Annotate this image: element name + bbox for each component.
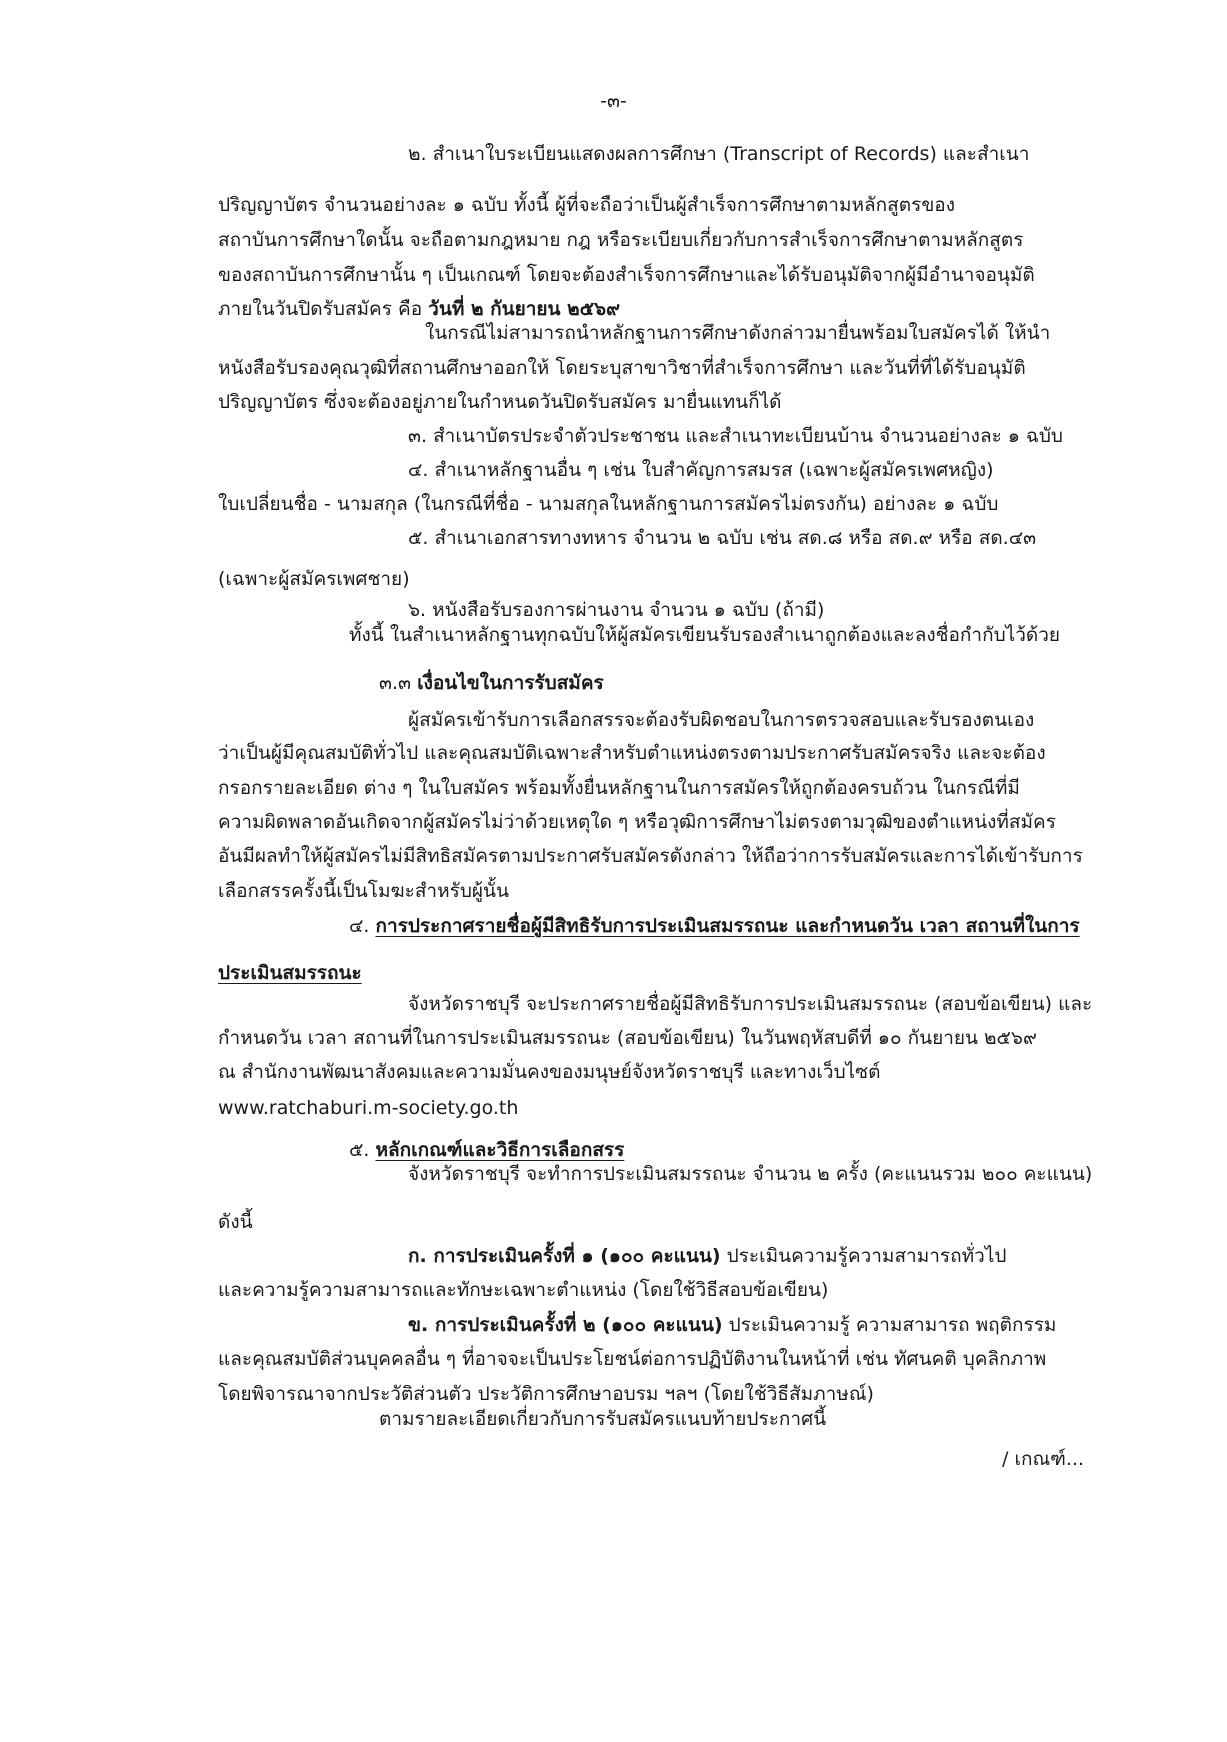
text-line: กำหนดวัน เวลา สถานที่ในการประเมินสมรรถนะ (สอบข้อเขียน) ในวันพฤหัสบดีที่ ๑๐ กันยายน ๒๕๖๙ bbox=[218, 1027, 1037, 1049]
section-number: ๕. bbox=[349, 1139, 370, 1161]
text-line: ตามรายละเอียดเกี่ยวกับการรับสมัครแนบท้ายประกาศนี้ bbox=[379, 1408, 827, 1430]
text-line: และคุณสมบัติส่วนบุคคลอื่น ๆ ที่อาจจะเป็นประโยชน์ต่อการปฏิบัติงานในหน้าที่ เช่น ทัศนคติ บุคลิกภาพ bbox=[218, 1348, 1047, 1370]
text-line: ดังนี้ bbox=[218, 1211, 253, 1233]
text-line: เลือกสรรครั้งนี้เป็นโมฆะสำหรับผู้นั้น bbox=[218, 880, 509, 902]
text-line: สถาบันการศึกษาใดนั้น จะถือตามกฎหมาย กฎ หรือระเบียบเกี่ยวกับการสำเร็จการศึกษาตามหลักสูตร bbox=[218, 229, 1024, 251]
text-line: อันมีผลทำให้ผู้สมัครไม่มีสิทธิสมัครตามประกาศรับสมัครดังกล่าว ให้ถือว่าการรับสมัครและการได้เข้ารับการ bbox=[218, 845, 1083, 867]
text-line: ปริญญาบัตร ซึ่งจะต้องอยู่ภายในกำหนดวันปิดรับสมัคร มายื่นแทนก็ได้ bbox=[218, 391, 782, 413]
website-link[interactable]: www.ratchaburi.m-society.go.th bbox=[218, 1097, 519, 1119]
section-number: ๔. bbox=[349, 915, 370, 937]
closing-date: วันที่ ๒ กันยายน ๒๕๖๙ bbox=[428, 298, 621, 320]
page-number: -๓- bbox=[600, 90, 627, 112]
text-segment: ประเมินความรู้ ความสามารถ พฤติกรรม bbox=[728, 1314, 1057, 1336]
text-line: ปริญญาบัตร จำนวนอย่างละ ๑ ฉบับ ทั้งนี้ ผู้ที่จะถือว่าเป็นผู้สำเร็จการศึกษาตามหลักสูตรของ bbox=[218, 194, 955, 216]
section-title-continued: ประเมินสมรรถนะ bbox=[218, 962, 362, 984]
text-line: (เฉพาะผู้สมัครเพศชาย) bbox=[218, 568, 410, 590]
section-heading-5 bbox=[349, 1137, 624, 1163]
text-line: ใบเปลี่ยนชื่อ - นามสกุล (ในกรณีที่ชื่อ - นามสกุลในหลักฐานการสมัครไม่ตรงกัน) อย่างละ ๑ ฉบับ bbox=[218, 493, 999, 515]
text-line: ๔. สำเนาหลักฐานอื่น ๆ เช่น ใบสำคัญการสมรส (เฉพาะผู้สมัครเพศหญิง) bbox=[408, 459, 994, 481]
text-line: ณ สำนักงานพัฒนาสังคมและความมั่นคงของมนุษย์จังหวัดราชบุรี และทางเว็บไซต์ bbox=[218, 1061, 881, 1083]
section-number: ๓.๓ bbox=[379, 672, 412, 694]
text-line: ในกรณีไม่สามารถนำหลักฐานการศึกษาดังกล่าวมายื่นพร้อมใบสมัครได้ ให้นำ bbox=[425, 322, 1051, 344]
text-line: ว่าเป็นผู้มีคุณสมบัติทั่วไป และคุณสมบัติเฉพาะสำหรับตำแหน่งตรงตามประกาศรับสมัครจริง และจะต้อง bbox=[218, 742, 1046, 764]
text-line: ของสถาบันการศึกษานั้น ๆ เป็นเกณฑ์ โดยจะต้องสำเร็จการศึกษาและได้รับอนุมัติจากผู้มีอำนาจอนุมัติ bbox=[218, 264, 1035, 286]
text-line: ๕. สำเนาเอกสารทางทหาร จำนวน ๒ ฉบับ เช่น สด.๘ หรือ สด.๙ หรือ สด.๔๓ bbox=[408, 527, 1037, 549]
text-line: ๒. สำเนาใบระเบียนแสดงผลการศึกษา (Transcript of Records) และสำเนา bbox=[408, 143, 1030, 165]
text-line: จังหวัดราชบุรี จะประกาศรายชื่อผู้มีสิทธิรับการประเมินสมรรถนะ (สอบข้อเขียน) และ bbox=[408, 993, 1093, 1015]
text-line: และความรู้ความสามารถและทักษะเฉพาะตำแหน่ง (โดยใช้วิธีสอบข้อเขียน) bbox=[218, 1279, 829, 1301]
text-line bbox=[408, 1312, 1056, 1338]
text-segment: ภายในวันปิดรับสมัคร คือ bbox=[218, 298, 423, 320]
section-title: เงื่อนไขในการรับสมัคร bbox=[417, 672, 604, 694]
text-line: หนังสือรับรองคุณวุฒิที่สถานศึกษาออกให้ โดยระบุสาขาวิชาที่สำเร็จการศึกษา และวันที่ที่ได้รับอนุมัติ bbox=[218, 357, 1026, 379]
text-segment: ประเมินความรู้ความสามารถทั่วไป bbox=[726, 1245, 1007, 1267]
section-heading-4 bbox=[349, 913, 1080, 939]
text-line: ทั้งนี้ ในสำเนาหลักฐานทุกฉบับให้ผู้สมัครเขียนรับรองสำเนาถูกต้องและลงชื่อกำกับไว้ด้วย bbox=[349, 624, 1061, 646]
text-line: โดยพิจารณาจากประวัติส่วนตัว ประวัติการศึกษาอบรม ฯลฯ (โดยใช้วิธีสัมภาษณ์) bbox=[218, 1383, 874, 1405]
text-line: ๖. หนังสือรับรองการผ่านงาน จำนวน ๑ ฉบับ (ถ้ามี) bbox=[408, 599, 825, 621]
text-line: กรอกรายละเอียด ต่าง ๆ ในใบสมัคร พร้อมทั้งยื่นหลักฐานในการสมัครให้ถูกต้องครบถ้วน ในกรณีที่มี bbox=[218, 777, 1020, 799]
text-line: ความผิดพลาดอันเกิดจากผู้สมัครไม่ว่าด้วยเหตุใด ๆ หรือวุฒิการศึกษาไม่ตรงตามวุฒิของตำแหน่งที่สมัคร bbox=[218, 811, 1056, 833]
section-heading-3-3 bbox=[379, 670, 604, 696]
text-line bbox=[218, 296, 620, 322]
text-line bbox=[408, 1243, 1006, 1269]
text-line: ผู้สมัครเข้ารับการเลือกสรรจะต้องรับผิดชอบในการตรวจสอบและรับรองตนเอง bbox=[408, 709, 1035, 731]
text-line: จังหวัดราชบุรี จะทำการประเมินสมรรถนะ จำนวน ๒ ครั้ง (คะแนนรวม ๒๐๐ คะแนน) bbox=[408, 1163, 1093, 1185]
assessment-1-title: ก. การประเมินครั้งที่ ๑ (๑๐๐ คะแนน) bbox=[408, 1245, 721, 1267]
section-title: หลักเกณฑ์และวิธีการเลือกสรร bbox=[375, 1139, 625, 1161]
assessment-2-title: ข. การประเมินครั้งที่ ๒ (๑๐๐ คะแนน) bbox=[408, 1314, 723, 1336]
next-page-marker: / เกณฑ์... bbox=[1002, 1448, 1084, 1470]
text-line: ๓. สำเนาบัตรประจำตัวประชาชน และสำเนาทะเบียนบ้าน จำนวนอย่างละ ๑ ฉบับ bbox=[408, 425, 1063, 447]
section-title: การประกาศรายชื่อผู้มีสิทธิรับการประเมินสมรรถนะ และกำหนดวัน เวลา สถานที่ในการ bbox=[375, 915, 1080, 937]
